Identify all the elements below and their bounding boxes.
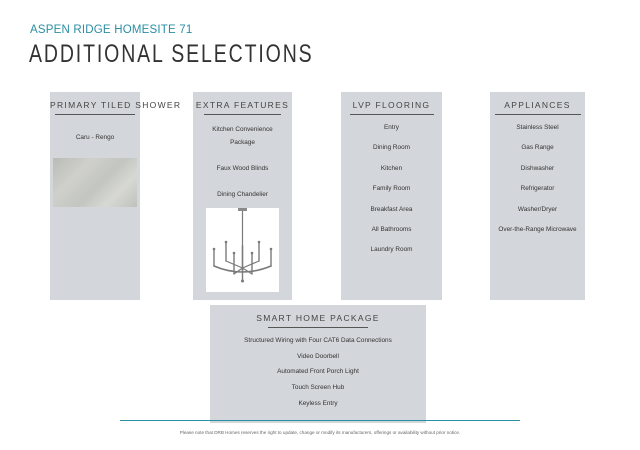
list-item: Stainless Steel xyxy=(516,124,559,131)
footer-divider xyxy=(120,420,520,421)
divider xyxy=(495,114,581,115)
panel-extra-features xyxy=(193,92,292,300)
panel-title: APPLIANCES xyxy=(504,100,571,110)
list-item: Dining Room xyxy=(373,144,410,151)
list-item: Breakfast Area xyxy=(370,206,413,213)
list-item: Faux Wood Blinds xyxy=(216,165,269,172)
panel-title: EXTRA FEATURES xyxy=(195,100,290,110)
list-item: All Bathrooms xyxy=(371,226,412,233)
panel-title: SMART HOME PACKAGE xyxy=(256,313,380,323)
chandelier-image xyxy=(206,208,279,292)
list-item: Refrigerator xyxy=(520,185,555,192)
panel-primary-tiled-shower xyxy=(50,92,182,300)
panel-title: LVP FLOORING xyxy=(352,100,431,110)
list-item: Gas Range xyxy=(521,144,554,151)
divider xyxy=(268,327,368,328)
subtitle: ASPEN RIDGE HOMESITE 71 xyxy=(30,24,193,36)
list-item: Entry xyxy=(384,124,399,131)
list-item: Laundry Room xyxy=(370,246,413,253)
page-title: ADDITIONAL SELECTIONS xyxy=(29,40,314,68)
list-item: Over-the-Range Microwave xyxy=(498,226,577,233)
list-item: Family Room xyxy=(372,185,411,192)
list-item: Caru - Rengo xyxy=(75,134,115,141)
tile-swatch-image xyxy=(53,158,137,207)
panel-smart-home-package xyxy=(210,305,426,423)
chandelier-icon xyxy=(206,208,279,292)
list-item: Video Doorbell xyxy=(297,353,339,360)
list-item: Touch Screen Hub xyxy=(291,384,345,391)
divider xyxy=(55,114,135,115)
list-item: Structured Wiring with Four CAT6 Data Connections xyxy=(244,337,392,344)
disclaimer-note: Please note that DRB Homes reserves the right to update, change or modify its manufacturers, offerings or availability without prior notice. xyxy=(179,430,461,435)
panel-lvp-flooring xyxy=(341,92,442,300)
panel-appliances xyxy=(490,92,585,300)
list-item: Dishwasher xyxy=(520,165,555,172)
panel-title: PRIMARY TILED SHOWER xyxy=(50,100,182,110)
list-item: Dining Chandelier xyxy=(217,191,268,198)
list-item: Kitchen Convenience xyxy=(212,126,273,133)
divider xyxy=(204,114,281,115)
list-item: Keyless Entry xyxy=(298,400,338,407)
divider xyxy=(350,114,434,115)
list-item: Automated Front Porch Light xyxy=(277,368,359,375)
list-item: Washer/Dryer xyxy=(517,206,558,213)
list-item: Kitchen xyxy=(380,165,403,172)
list-item: Package xyxy=(230,139,255,146)
